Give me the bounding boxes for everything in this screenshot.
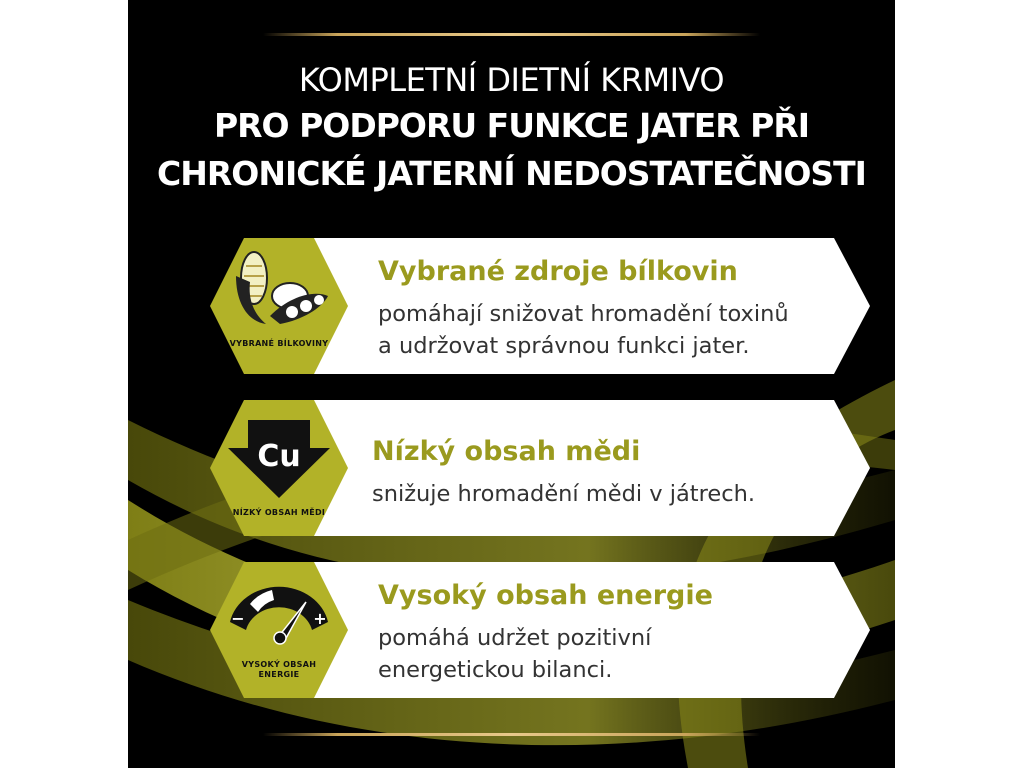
product-panel <box>128 0 895 768</box>
heading-line-3: CHRONICKÉ JATERNÍ NEDOSTATEČNOSTI <box>157 154 866 193</box>
benefit-card-copper <box>180 400 870 536</box>
energy-badge <box>210 560 348 700</box>
benefit-card-protein <box>180 238 870 374</box>
bottom-gold-rule <box>263 733 760 736</box>
card-desc-line-1: pomáhá udržet pozitivní <box>378 625 652 651</box>
plus-symbol: + <box>313 609 327 628</box>
top-gold-rule <box>263 33 760 36</box>
copper-badge <box>210 398 348 538</box>
page-heading <box>128 58 895 198</box>
card-title: Vysoký obsah energie <box>378 580 713 611</box>
copper-symbol: Cu <box>257 439 301 474</box>
heading-line-2: PRO PODPORU FUNKCE JATER PŘI <box>213 106 810 145</box>
card-desc-line-2: a udržovat správnou funkci jater. <box>378 333 750 359</box>
corn-and-soy-icon <box>210 236 348 376</box>
card-desc-line-1: pomáhají snižovat hromadění toxinů <box>378 301 789 327</box>
card-desc-line-1: snižuje hromadění mědi v játrech. <box>372 481 755 507</box>
badge-caption: NÍZKÝ OBSAH MĚDI <box>232 508 326 517</box>
card-title: Nízký obsah mědi <box>372 436 641 467</box>
minus-symbol: − <box>231 609 245 628</box>
badge-caption-line-1: VYSOKÝ OBSAH <box>241 660 317 669</box>
card-title: Vybrané zdroje bílkovin <box>378 256 738 287</box>
card-desc-line-2: energetickou bilanci. <box>378 657 613 683</box>
badge-caption-line-2: ENERGIE <box>258 670 300 679</box>
protein-badge <box>210 236 348 376</box>
benefit-card-energy <box>180 562 870 698</box>
badge-caption: VYBRANÉ BÍLKOVINY <box>229 339 329 348</box>
heading-line-1: KOMPLETNÍ DIETNÍ KRMIVO <box>298 61 725 99</box>
